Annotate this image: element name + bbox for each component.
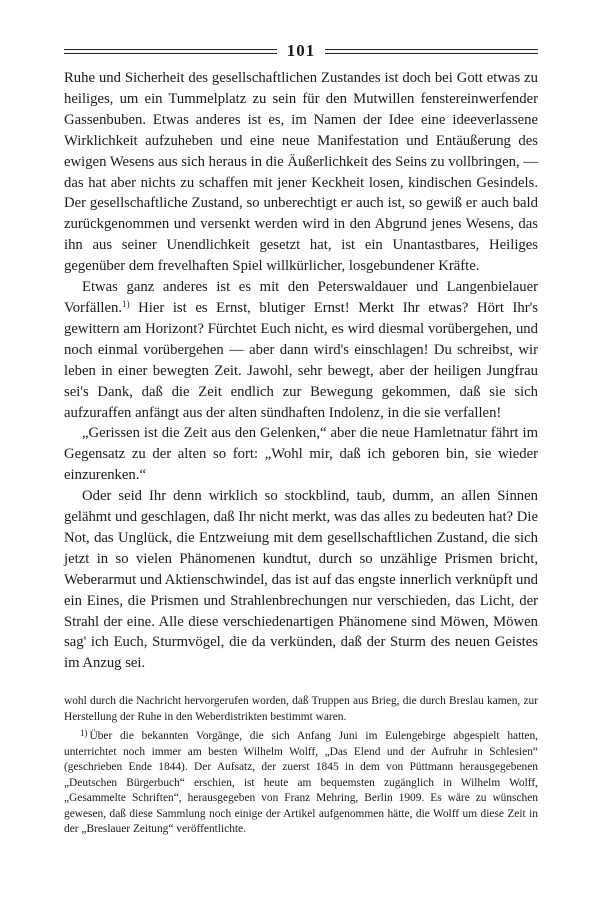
paragraph <box>64 277 538 423</box>
page-header <box>64 40 538 62</box>
paragraph-text: Hier ist es Ernst, blutiger Ernst! Merkt Ihr etwas? Hört Ihr's gewittern am Horizont? Fürchtet Euch nicht, es wird diesmal vorübergehen, und noch einmal vorübergehen — aber dann wird's einschlagen! Du schreibst, wir leben in einer bewegten Zeit. Jawohl, sehr bewegt, aber der heiligen Jungfrau sei's Dank, daß die Zeit endlich zur Bewegung gekommen, daß sie sich aufzuraffen anfängt aus der alten sündhaften Indolenz, in die sie verfallen! <box>64 299 538 421</box>
footnote-continuation: wohl durch die Nachricht hervorgerufen worden, daß Truppen aus Brieg, die durch Breslau kamen, zur Herstellung der Ruhe in den Weberdistrikten bestimmt waren. <box>64 695 538 723</box>
paragraph-text: Etwas ganz anderes ist es mit den Peterswaldauer und Langenbielauer Vorfällen. <box>64 279 538 316</box>
paragraph: Oder seid Ihr denn wirklich so stockblind, taub, dumm, an allen Sinnen gelähmt und geschlagen, daß Ihr nicht merkt, was das alles zu bedeuten hat? Die Not, das Unglück, die Entzweiung mit dem gesellschaftlichen Zustand, die sich jetzt in so vielen Phänomenen kundtut, durch so unzählige Prismen bricht, Weberarmut und Aktienschwindel, das ist auf das engste innerlich verknüpft und ein Eines, die Prismen und Strahlenbrechungen nur verschieden, das Licht, der Strahl der eine. Alle diese verschiedenartigen Phänomene sind Möwen, Möwen sag' ich Euch, Sturmvögel, die da verkünden, daß der Sturm des neuen Geistes im Anzug sei. <box>64 488 539 672</box>
page-number: 101 <box>286 41 316 60</box>
header-rule-left <box>64 49 277 54</box>
paragraph: Ruhe und Sicherheit des gesellschaftlichen Zustandes ist doch bei Gott etwas zu heiliges, um ein Tummelplatz zu sein für den Mutwillen fenstereinwerfender Gassenbuben. Etwas anderes ist es, im Namen der Idee eine ideeverlassene Wirklichkeit aufzuheben und eine neue Manifestation und Entäußerung des ewigen Wesens aus sich heraus in die Äußerlichkeit des Seins zu vollbringen, — das hat aber nichts zu schaffen mit jener Keckheit losen, kindischen Gesindels. Der gesellschaftliche Zustand, so unberechtigt er auch ist, so gewiß er auch bald zurückgenommen und versenkt werden wird in den Abgrund jenes Wesens, das ihn aus seiner Unendlichkeit gesetzt hat, ist ein Unantastbares, Heiliges gegenüber dem frevelhaften Spiel willkürlicher, losgebundener Kräfte. <box>64 70 538 275</box>
footnotes <box>64 694 538 838</box>
body-text <box>64 68 538 674</box>
header-rule-right <box>325 49 538 54</box>
book-page <box>64 40 538 838</box>
footnote-text: Über die bekannten Vorgänge, die sich Anfang Juni im Eulengebirge abgespielt hatten, unterrichtet noch immer am besten Wilhelm Wolff, „Das Elend und der Aufruhr in Schlesien“ (geschrieben Ende 1844). Der Aufsatz, der zuerst 1845 in dem von Püttmann herausgegebenen „Deutschen Bürgerbuch“ erschien, ist heute am bequemsten zugänglich in Wilhelm Wolff, „Gesammelte Schriften“, herausgegeben von Franz Mehring, Berlin 1909. Es wäre zu wünschen gewesen, daß diese Sammlung noch einige der Artikel aufgenommen hätte, die Wolff um diese Zeit in der „Breslauer Zeitung“ veröffentlichte. <box>64 730 538 836</box>
paragraph: „Gerissen ist die Zeit aus den Gelenken,“ aber die neue Hamletnatur fährt im Gegensatz zu der alten so fort: „Wohl mir, daß ich geboren bin, sie wieder einzurenken.“ <box>64 425 538 484</box>
footnote-reference: 1) <box>122 298 130 309</box>
footnote <box>64 726 538 838</box>
footnote-mark: 1) <box>80 728 88 739</box>
